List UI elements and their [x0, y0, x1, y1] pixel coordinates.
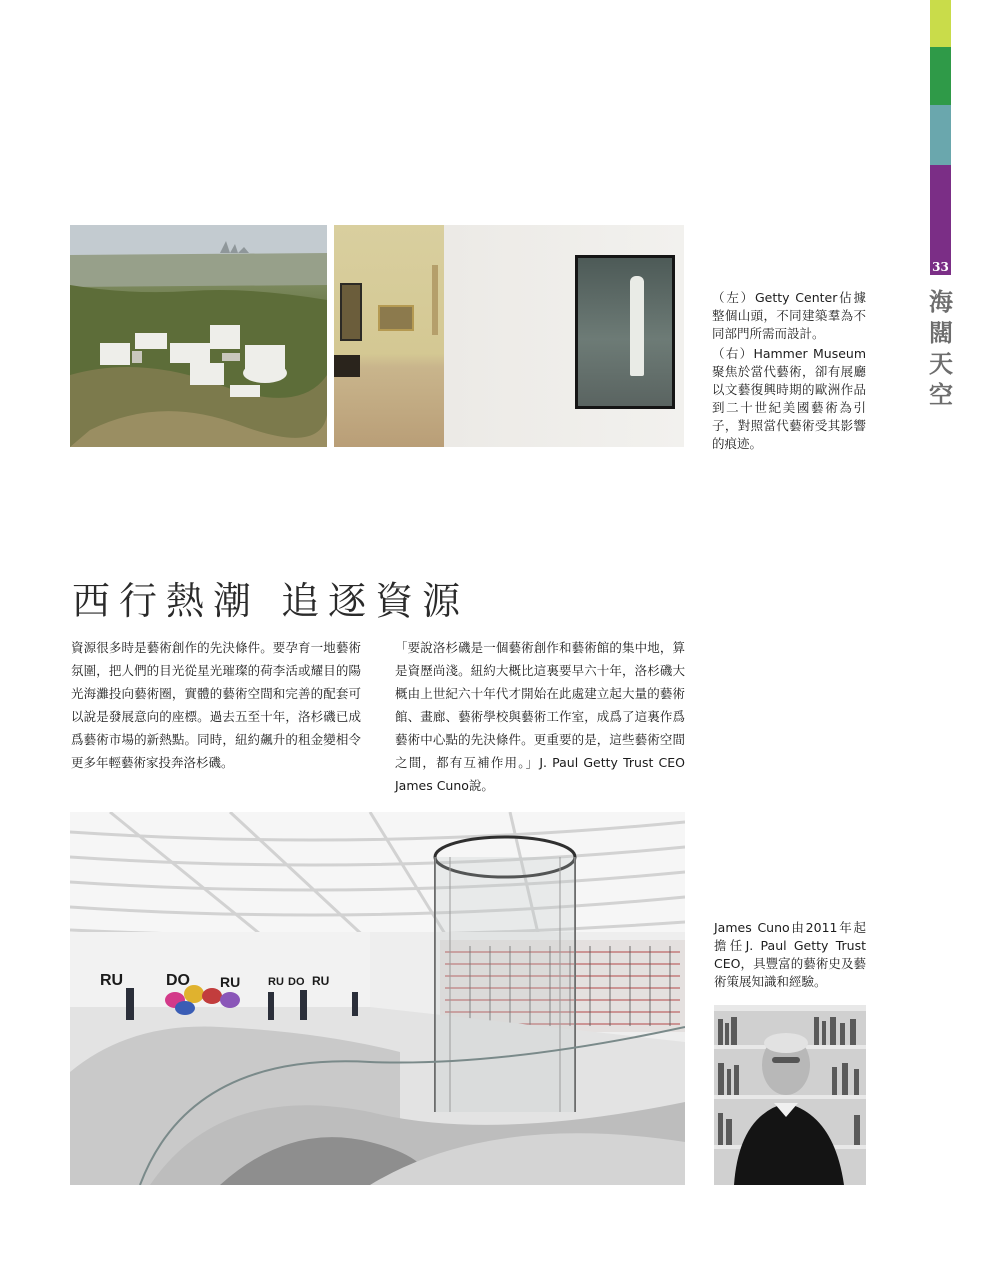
hammer-gallery-photo: [334, 225, 444, 447]
section-title-char: 海: [929, 287, 953, 316]
hammer-contemporary-photo: [444, 225, 684, 447]
article-column-2: 「要說洛杉磯是一個藝術創作和藝術館的集中地，算是資歷尚淺。紐約大概比這裏要早六十年，洛杉磯大概由上世紀六十年代才開始在此處建立起大量的藝術館、畫廊、藝術學校與藝術工作室，成爲了這裏作爲藝術中心點的先決條件。更重要的是，這些藝術空間之間，都有互補作用。」J. Paul Getty Trust CEO James Cuno說。: [395, 640, 685, 793]
wall-lettering: RU: [268, 976, 284, 988]
section-title-char: 闊: [929, 318, 953, 347]
caption-right: （右）Hammer Museum聚焦於當代藝術，卻有展廳以文藝復興時期的歐洲作品到二十世紀美國藝術為引子，對照當代藝術受其影響的痕迹。: [712, 346, 866, 451]
color-strip-green: [930, 47, 951, 105]
portrait-illustration: [714, 1005, 866, 1185]
wall-lettering: RU: [100, 972, 124, 989]
getty-center-illustration: [70, 225, 327, 447]
photograph-frame: [575, 255, 675, 409]
section-title: [928, 286, 954, 410]
gallery-doorway: [432, 265, 438, 335]
caption-left: （左）Getty Center佔據整個山頭，不同建築羣為不同部門所需而設計。: [712, 290, 866, 341]
color-strip-teal: [930, 105, 951, 165]
james-cuno-portrait: [714, 1005, 866, 1185]
top-photos-caption: [712, 289, 866, 455]
wall-lettering: DO: [288, 976, 305, 988]
broad-museum-photo: [70, 812, 685, 1185]
color-strip-lime: [930, 0, 951, 47]
gallery-bench: [334, 355, 360, 377]
painting-frame: [340, 283, 362, 341]
color-strip-purple: [930, 165, 951, 275]
wall-lettering: RU: [220, 974, 241, 990]
section-title-char: 空: [929, 380, 953, 409]
getty-center-photo: [70, 225, 327, 447]
broad-museum-illustration: [70, 812, 685, 1185]
cuno-caption: James Cuno由2011年起擔任J. Paul Getty Trust CEO，具豐富的藝術史及藝術策展知識和經驗。: [714, 920, 866, 989]
painting-frame: [378, 305, 414, 331]
article-column-1: 資源很多時是藝術創作的先決條件。要孕育一地藝術氛圍，把人們的目光從星光璀璨的荷李活或耀目的陽光海灘投向藝術圈，實體的藝術空間和完善的配套可以說是發展意向的座標。過去五至十年，洛杉磯已成爲藝術市場的新熱點。同時，紐約飆升的租金變相令更多年輕藝術家投奔洛杉磯。: [71, 640, 361, 770]
page-number: 33: [932, 260, 949, 274]
figure-in-photograph: [630, 276, 644, 376]
section-title-char: 天: [929, 349, 953, 378]
article-headline: 西行熱潮 追逐資源: [72, 579, 470, 623]
wall-lettering: RU: [312, 974, 330, 988]
wall-lettering: DO: [166, 972, 190, 989]
